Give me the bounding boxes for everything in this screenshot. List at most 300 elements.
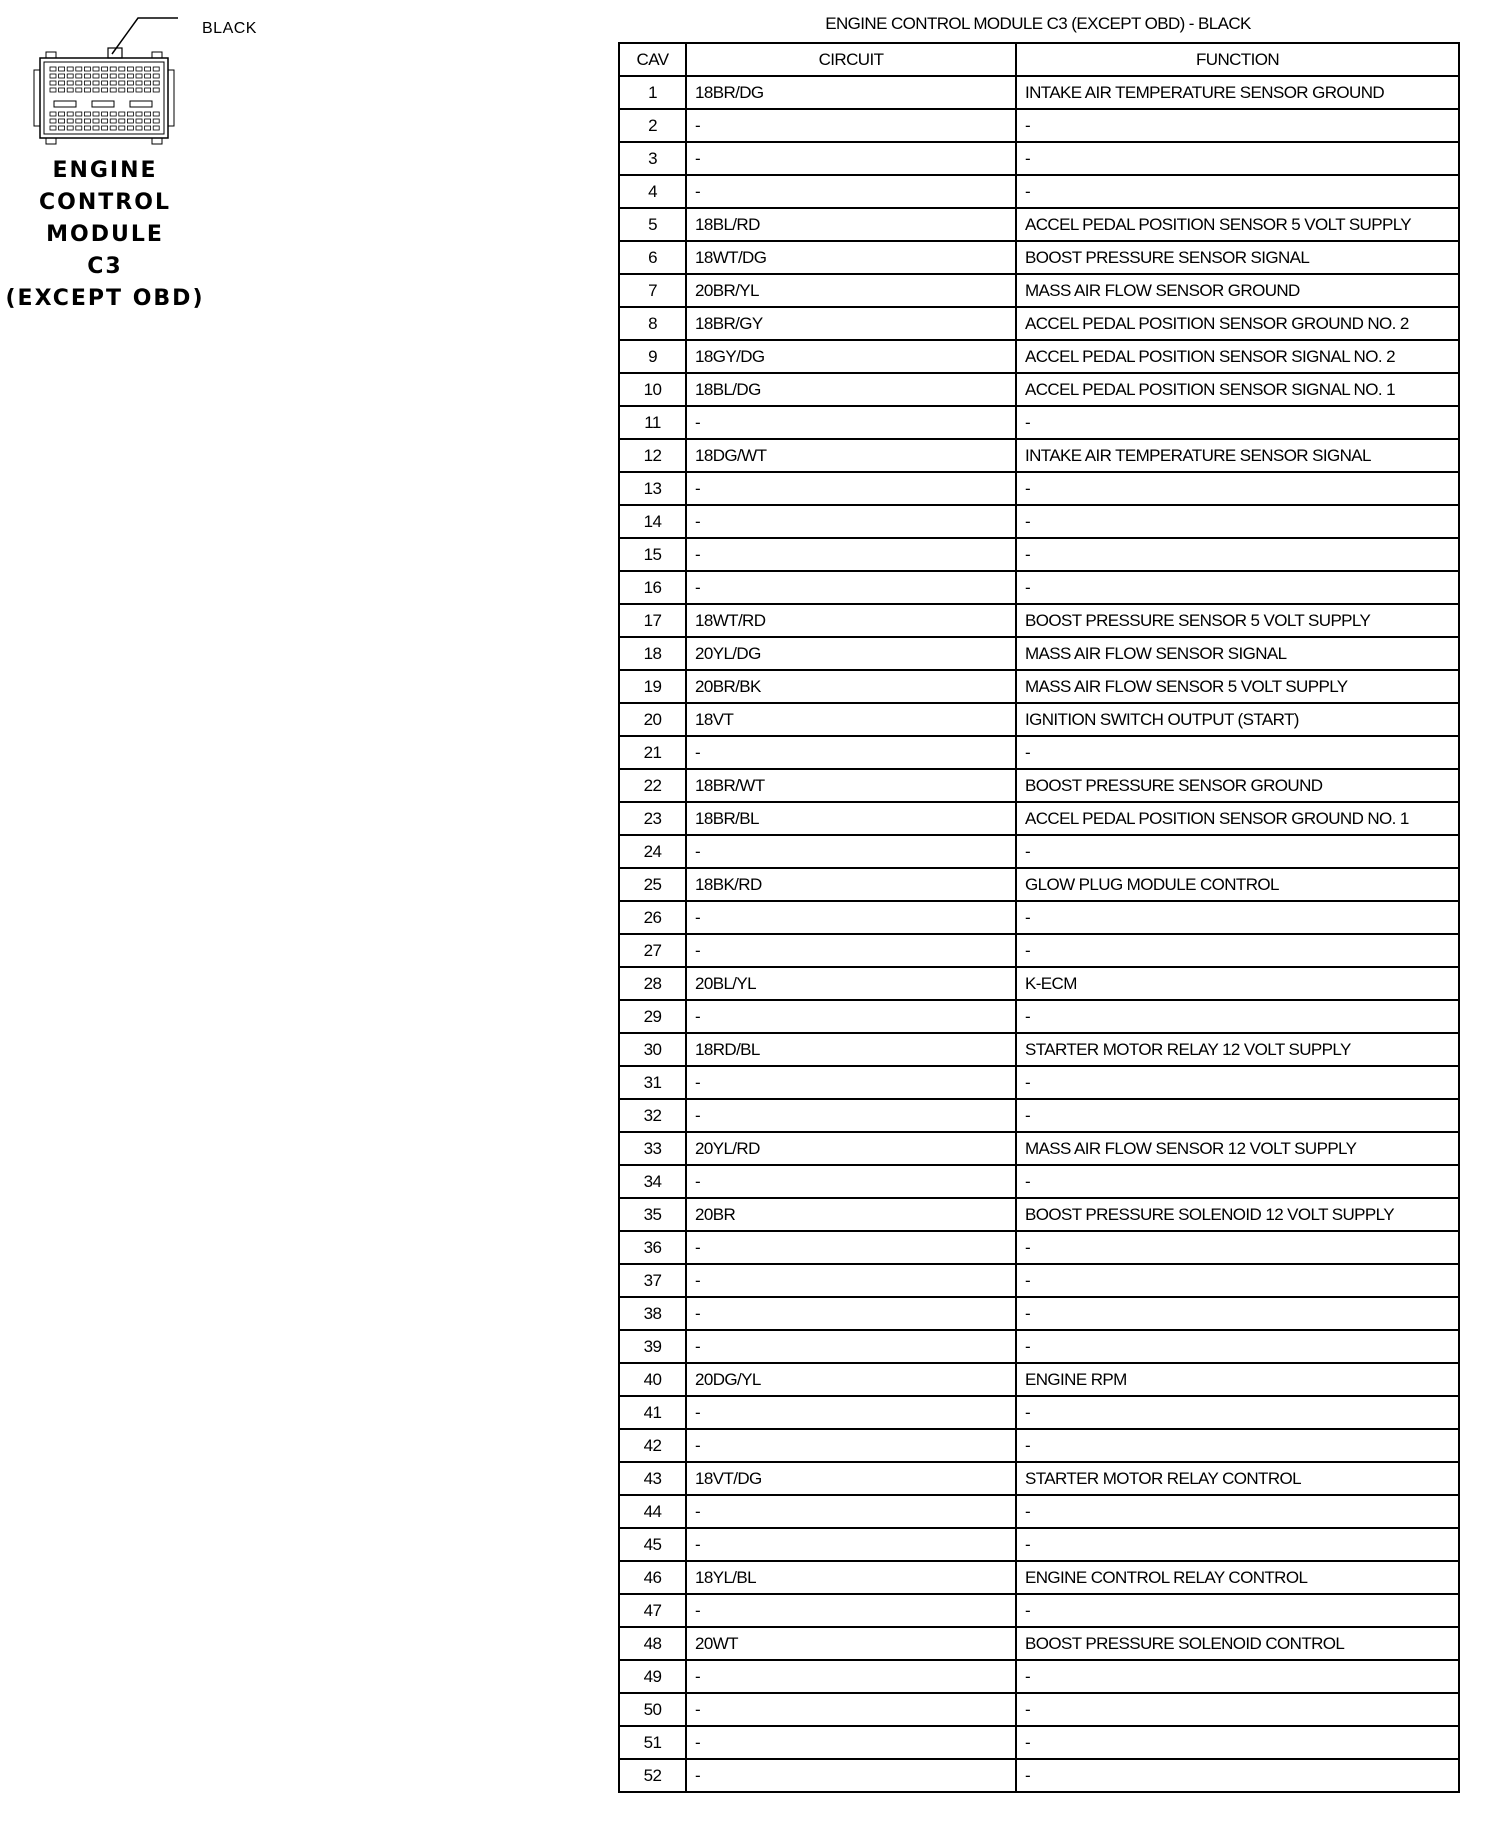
connector-pin: [59, 88, 65, 92]
table-row: [619, 604, 1459, 637]
circuit-cell: -: [686, 1660, 1016, 1693]
connector-pin: [76, 67, 82, 71]
connector-pin: [50, 112, 56, 116]
circuit-cell: -: [686, 505, 1016, 538]
table-row: [619, 76, 1459, 109]
table-row: [619, 109, 1459, 142]
table-row: [619, 307, 1459, 340]
cav-cell: 20: [619, 703, 686, 736]
function-cell: ACCEL PEDAL POSITION SENSOR SIGNAL NO. 1: [1016, 373, 1459, 406]
cav-cell: 52: [619, 1759, 686, 1792]
connector-pin: [127, 67, 133, 71]
circuit-cell: -: [686, 1099, 1016, 1132]
circuit-cell: -: [686, 406, 1016, 439]
cav-cell: 42: [619, 1429, 686, 1462]
connector-pin: [76, 81, 82, 85]
table-row: [619, 1759, 1459, 1792]
circuit-cell: 18BR/DG: [686, 76, 1016, 109]
table-row: [619, 967, 1459, 1000]
table-row: [619, 736, 1459, 769]
connector-pin: [153, 67, 159, 71]
connector-pin: [145, 81, 151, 85]
connector-pin: [136, 119, 142, 123]
circuit-cell: -: [686, 1231, 1016, 1264]
function-cell: INTAKE AIR TEMPERATURE SENSOR SIGNAL: [1016, 439, 1459, 472]
circuit-cell: 20YL/RD: [686, 1132, 1016, 1165]
table-row: [619, 208, 1459, 241]
table-row: [619, 901, 1459, 934]
cav-cell: 7: [619, 274, 686, 307]
cav-cell: 38: [619, 1297, 686, 1330]
circuit-cell: 20BR/YL: [686, 274, 1016, 307]
function-cell: -: [1016, 1297, 1459, 1330]
table-row: [619, 142, 1459, 175]
table-row: [619, 1594, 1459, 1627]
table-row: [619, 1660, 1459, 1693]
connector-pin: [76, 74, 82, 78]
connector-pin: [153, 74, 159, 78]
function-cell: -: [1016, 1660, 1459, 1693]
connector-pin: [119, 81, 125, 85]
connector-pin: [67, 67, 73, 71]
function-cell: BOOST PRESSURE SOLENOID 12 VOLT SUPPLY: [1016, 1198, 1459, 1231]
module-title-line: (EXCEPT OBD): [5, 286, 205, 311]
connector-pin: [76, 88, 82, 92]
header-circuit: CIRCUIT: [686, 43, 1016, 76]
function-cell: K-ECM: [1016, 967, 1459, 1000]
circuit-cell: -: [686, 1330, 1016, 1363]
connector-pin: [136, 126, 142, 130]
connector-pin: [119, 126, 125, 130]
function-cell: -: [1016, 1396, 1459, 1429]
connector-pin: [110, 81, 116, 85]
circuit-cell: -: [686, 1066, 1016, 1099]
cav-cell: 36: [619, 1231, 686, 1264]
connector-pin: [136, 88, 142, 92]
connector-pin: [76, 126, 82, 130]
circuit-cell: 18BR/BL: [686, 802, 1016, 835]
function-cell: -: [1016, 1594, 1459, 1627]
module-title-line: CONTROL: [39, 190, 171, 215]
function-cell: -: [1016, 406, 1459, 439]
circuit-cell: -: [686, 109, 1016, 142]
function-cell: -: [1016, 505, 1459, 538]
table-row: [619, 1132, 1459, 1165]
connector-pin: [119, 88, 125, 92]
circuit-cell: -: [686, 1429, 1016, 1462]
connector-pin: [59, 126, 65, 130]
cav-cell: 47: [619, 1594, 686, 1627]
connector-pin: [119, 112, 125, 116]
cav-cell: 21: [619, 736, 686, 769]
connector-pin: [110, 88, 116, 92]
connector-pin: [76, 112, 82, 116]
cav-cell: 51: [619, 1726, 686, 1759]
connector-pin: [84, 126, 90, 130]
table-row: [619, 1099, 1459, 1132]
circuit-cell: 18VT/DG: [686, 1462, 1016, 1495]
table-row: [619, 1495, 1459, 1528]
connector-pin: [50, 88, 56, 92]
cav-cell: 48: [619, 1627, 686, 1660]
circuit-cell: 18VT: [686, 703, 1016, 736]
connector-pin: [145, 126, 151, 130]
table-row: [619, 835, 1459, 868]
table-row: [619, 1561, 1459, 1594]
connector-pin: [127, 88, 133, 92]
connector-pin: [102, 74, 108, 78]
circuit-cell: 18DG/WT: [686, 439, 1016, 472]
connector-pin: [59, 112, 65, 116]
circuit-cell: -: [686, 1693, 1016, 1726]
circuit-cell: -: [686, 736, 1016, 769]
connector-pin: [50, 119, 56, 123]
cav-cell: 40: [619, 1363, 686, 1396]
circuit-cell: 20WT: [686, 1627, 1016, 1660]
table-row: [619, 439, 1459, 472]
table-row: [619, 868, 1459, 901]
table-row: [619, 1627, 1459, 1660]
circuit-cell: 20DG/YL: [686, 1363, 1016, 1396]
cav-cell: 27: [619, 934, 686, 967]
cav-cell: 43: [619, 1462, 686, 1495]
cav-cell: 44: [619, 1495, 686, 1528]
function-cell: -: [1016, 142, 1459, 175]
connector-pin: [110, 126, 116, 130]
function-cell: MASS AIR FLOW SENSOR 12 VOLT SUPPLY: [1016, 1132, 1459, 1165]
connector-pin: [59, 81, 65, 85]
circuit-cell: -: [686, 1495, 1016, 1528]
cav-cell: 25: [619, 868, 686, 901]
cav-cell: 8: [619, 307, 686, 340]
connector-pin: [127, 74, 133, 78]
cav-cell: 49: [619, 1660, 686, 1693]
circuit-cell: -: [686, 835, 1016, 868]
function-cell: STARTER MOTOR RELAY CONTROL: [1016, 1462, 1459, 1495]
function-cell: IGNITION SWITCH OUTPUT (START): [1016, 703, 1459, 736]
connector-pin: [119, 119, 125, 123]
circuit-cell: -: [686, 1165, 1016, 1198]
circuit-cell: 20BL/YL: [686, 967, 1016, 1000]
pinout-table: [618, 42, 1460, 1793]
header-cav: CAV: [619, 43, 686, 76]
connector-pin: [145, 74, 151, 78]
connector-pin: [84, 112, 90, 116]
cav-cell: 50: [619, 1693, 686, 1726]
circuit-cell: 18BL/DG: [686, 373, 1016, 406]
circuit-cell: -: [686, 175, 1016, 208]
function-cell: -: [1016, 901, 1459, 934]
connector-pin: [145, 112, 151, 116]
cav-cell: 19: [619, 670, 686, 703]
cav-cell: 29: [619, 1000, 686, 1033]
table-row: [619, 241, 1459, 274]
function-cell: BOOST PRESSURE SOLENOID CONTROL: [1016, 1627, 1459, 1660]
table-row: [619, 1462, 1459, 1495]
connector-pin: [102, 112, 108, 116]
connector-pin: [145, 88, 151, 92]
connector-pin: [84, 119, 90, 123]
connector-pin: [127, 126, 133, 130]
cav-cell: 3: [619, 142, 686, 175]
table-row: [619, 703, 1459, 736]
circuit-cell: -: [686, 1528, 1016, 1561]
table-row: [619, 1429, 1459, 1462]
table-header-row: [619, 43, 1459, 76]
connector-pin: [93, 112, 99, 116]
circuit-cell: 18RD/BL: [686, 1033, 1016, 1066]
function-cell: -: [1016, 1099, 1459, 1132]
connector-pin: [59, 119, 65, 123]
connector-pin: [84, 88, 90, 92]
connector-pin: [127, 81, 133, 85]
connector-pin: [110, 67, 116, 71]
connector-pin: [110, 74, 116, 78]
cav-cell: 23: [619, 802, 686, 835]
cav-cell: 37: [619, 1264, 686, 1297]
circuit-cell: 18BK/RD: [686, 868, 1016, 901]
function-cell: INTAKE AIR TEMPERATURE SENSOR GROUND: [1016, 76, 1459, 109]
cav-cell: 10: [619, 373, 686, 406]
table-row: [619, 1363, 1459, 1396]
function-cell: -: [1016, 538, 1459, 571]
cav-cell: 31: [619, 1066, 686, 1099]
module-title-line: ENGINE: [52, 158, 158, 183]
function-cell: -: [1016, 109, 1459, 142]
table-row: [619, 274, 1459, 307]
function-cell: -: [1016, 1264, 1459, 1297]
module-title-line: MODULE: [46, 222, 164, 247]
connector-pin: [59, 74, 65, 78]
circuit-cell: -: [686, 1759, 1016, 1792]
cav-cell: 32: [619, 1099, 686, 1132]
table-row: [619, 340, 1459, 373]
connector-pin: [93, 81, 99, 85]
circuit-cell: -: [686, 142, 1016, 175]
circuit-cell: -: [686, 1594, 1016, 1627]
table-row: [619, 769, 1459, 802]
cav-cell: 26: [619, 901, 686, 934]
function-cell: -: [1016, 1693, 1459, 1726]
function-cell: -: [1016, 571, 1459, 604]
function-cell: -: [1016, 1066, 1459, 1099]
function-cell: GLOW PLUG MODULE CONTROL: [1016, 868, 1459, 901]
circuit-cell: -: [686, 1396, 1016, 1429]
function-cell: -: [1016, 1231, 1459, 1264]
connector-pin: [110, 112, 116, 116]
connector-pin: [93, 74, 99, 78]
connector-pin: [93, 126, 99, 130]
connector-pin: [153, 81, 159, 85]
table-row: [619, 1297, 1459, 1330]
module-title-line: C3: [87, 254, 123, 279]
function-cell: ENGINE RPM: [1016, 1363, 1459, 1396]
connector-pin: [102, 88, 108, 92]
module-title: [0, 155, 210, 315]
circuit-cell: -: [686, 901, 1016, 934]
circuit-cell: -: [686, 1264, 1016, 1297]
cav-cell: 5: [619, 208, 686, 241]
connector-pin: [59, 67, 65, 71]
table-row: [619, 1000, 1459, 1033]
table-row: [619, 505, 1459, 538]
table-row: [619, 1198, 1459, 1231]
table-row: [619, 1726, 1459, 1759]
function-cell: STARTER MOTOR RELAY 12 VOLT SUPPLY: [1016, 1033, 1459, 1066]
function-cell: -: [1016, 835, 1459, 868]
function-cell: MASS AIR FLOW SENSOR SIGNAL: [1016, 637, 1459, 670]
table-row: [619, 670, 1459, 703]
table-row: [619, 1231, 1459, 1264]
function-cell: -: [1016, 472, 1459, 505]
function-cell: -: [1016, 175, 1459, 208]
cav-cell: 45: [619, 1528, 686, 1561]
table-row: [619, 406, 1459, 439]
cav-cell: 41: [619, 1396, 686, 1429]
connector-pin: [153, 88, 159, 92]
function-cell: -: [1016, 934, 1459, 967]
cav-cell: 16: [619, 571, 686, 604]
connector-color-label: BLACK: [202, 20, 257, 37]
cav-cell: 22: [619, 769, 686, 802]
connector-pin: [50, 67, 56, 71]
table-row: [619, 637, 1459, 670]
function-cell: ACCEL PEDAL POSITION SENSOR 5 VOLT SUPPLY: [1016, 208, 1459, 241]
connector-pin: [84, 81, 90, 85]
circuit-cell: 18BR/GY: [686, 307, 1016, 340]
connector-pin: [67, 126, 73, 130]
table-row: [619, 175, 1459, 208]
function-cell: -: [1016, 1495, 1459, 1528]
circuit-cell: 20YL/DG: [686, 637, 1016, 670]
function-cell: MASS AIR FLOW SENSOR 5 VOLT SUPPLY: [1016, 670, 1459, 703]
cav-cell: 11: [619, 406, 686, 439]
table-row: [619, 571, 1459, 604]
cav-cell: 12: [619, 439, 686, 472]
cav-cell: 15: [619, 538, 686, 571]
connector-pin: [67, 81, 73, 85]
circuit-cell: -: [686, 538, 1016, 571]
function-cell: -: [1016, 1000, 1459, 1033]
function-cell: ENGINE CONTROL RELAY CONTROL: [1016, 1561, 1459, 1594]
connector-pin: [136, 112, 142, 116]
table-row: [619, 1396, 1459, 1429]
function-cell: ACCEL PEDAL POSITION SENSOR GROUND NO. 1: [1016, 802, 1459, 835]
table-row: [619, 1066, 1459, 1099]
circuit-cell: -: [686, 1000, 1016, 1033]
circuit-cell: 18YL/BL: [686, 1561, 1016, 1594]
circuit-cell: 18WT/RD: [686, 604, 1016, 637]
cav-cell: 34: [619, 1165, 686, 1198]
connector-pin: [67, 74, 73, 78]
cav-cell: 46: [619, 1561, 686, 1594]
table-row: [619, 538, 1459, 571]
connector-pin: [102, 119, 108, 123]
table-row: [619, 373, 1459, 406]
connector-pin: [93, 88, 99, 92]
cav-cell: 9: [619, 340, 686, 373]
table-row: [619, 934, 1459, 967]
cav-cell: 6: [619, 241, 686, 274]
function-cell: -: [1016, 1165, 1459, 1198]
connector-pin: [145, 119, 151, 123]
circuit-cell: -: [686, 472, 1016, 505]
cav-cell: 39: [619, 1330, 686, 1363]
function-cell: MASS AIR FLOW SENSOR GROUND: [1016, 274, 1459, 307]
circuit-cell: -: [686, 1297, 1016, 1330]
cav-cell: 17: [619, 604, 686, 637]
cav-cell: 18: [619, 637, 686, 670]
connector-diagram: [20, 8, 257, 158]
connector-pin: [136, 81, 142, 85]
cav-cell: 30: [619, 1033, 686, 1066]
function-cell: -: [1016, 1726, 1459, 1759]
cav-cell: 2: [619, 109, 686, 142]
circuit-cell: -: [686, 1726, 1016, 1759]
connector-pin: [145, 67, 151, 71]
circuit-cell: 18BR/WT: [686, 769, 1016, 802]
circuit-cell: -: [686, 571, 1016, 604]
connector-pin: [67, 112, 73, 116]
cav-cell: 4: [619, 175, 686, 208]
cav-cell: 1: [619, 76, 686, 109]
connector-pin: [50, 74, 56, 78]
circuit-cell: -: [686, 934, 1016, 967]
table-row: [619, 1033, 1459, 1066]
cav-cell: 33: [619, 1132, 686, 1165]
connector-pin: [153, 119, 159, 123]
table-row: [619, 1693, 1459, 1726]
connector-pin: [76, 119, 82, 123]
connector-pin: [50, 126, 56, 130]
connector-pin: [102, 81, 108, 85]
connector-pin: [153, 126, 159, 130]
table-row: [619, 472, 1459, 505]
function-cell: ACCEL PEDAL POSITION SENSOR GROUND NO. 2: [1016, 307, 1459, 340]
table-row: [619, 1165, 1459, 1198]
connector-pin: [102, 126, 108, 130]
cav-cell: 24: [619, 835, 686, 868]
table-row: [619, 802, 1459, 835]
circuit-cell: 18BL/RD: [686, 208, 1016, 241]
connector-pin: [153, 112, 159, 116]
connector-pin: [84, 74, 90, 78]
connector-pin: [127, 112, 133, 116]
connector-pin: [127, 119, 133, 123]
circuit-cell: 18GY/DG: [686, 340, 1016, 373]
circuit-cell: 18WT/DG: [686, 241, 1016, 274]
table-title: ENGINE CONTROL MODULE C3 (EXCEPT OBD) - BLACK: [825, 14, 1251, 33]
circuit-cell: 20BR: [686, 1198, 1016, 1231]
function-cell: -: [1016, 1759, 1459, 1792]
function-cell: -: [1016, 736, 1459, 769]
connector-pin: [102, 67, 108, 71]
cav-cell: 35: [619, 1198, 686, 1231]
function-cell: -: [1016, 1528, 1459, 1561]
connector-pin: [119, 74, 125, 78]
cav-cell: 13: [619, 472, 686, 505]
connector-pin: [119, 67, 125, 71]
circuit-cell: 20BR/BK: [686, 670, 1016, 703]
connector-pin: [110, 119, 116, 123]
connector-pin: [84, 67, 90, 71]
cav-cell: 14: [619, 505, 686, 538]
connector-pin: [136, 67, 142, 71]
connector-pin: [93, 119, 99, 123]
function-cell: BOOST PRESSURE SENSOR GROUND: [1016, 769, 1459, 802]
connector-pin: [67, 119, 73, 123]
function-cell: BOOST PRESSURE SENSOR 5 VOLT SUPPLY: [1016, 604, 1459, 637]
